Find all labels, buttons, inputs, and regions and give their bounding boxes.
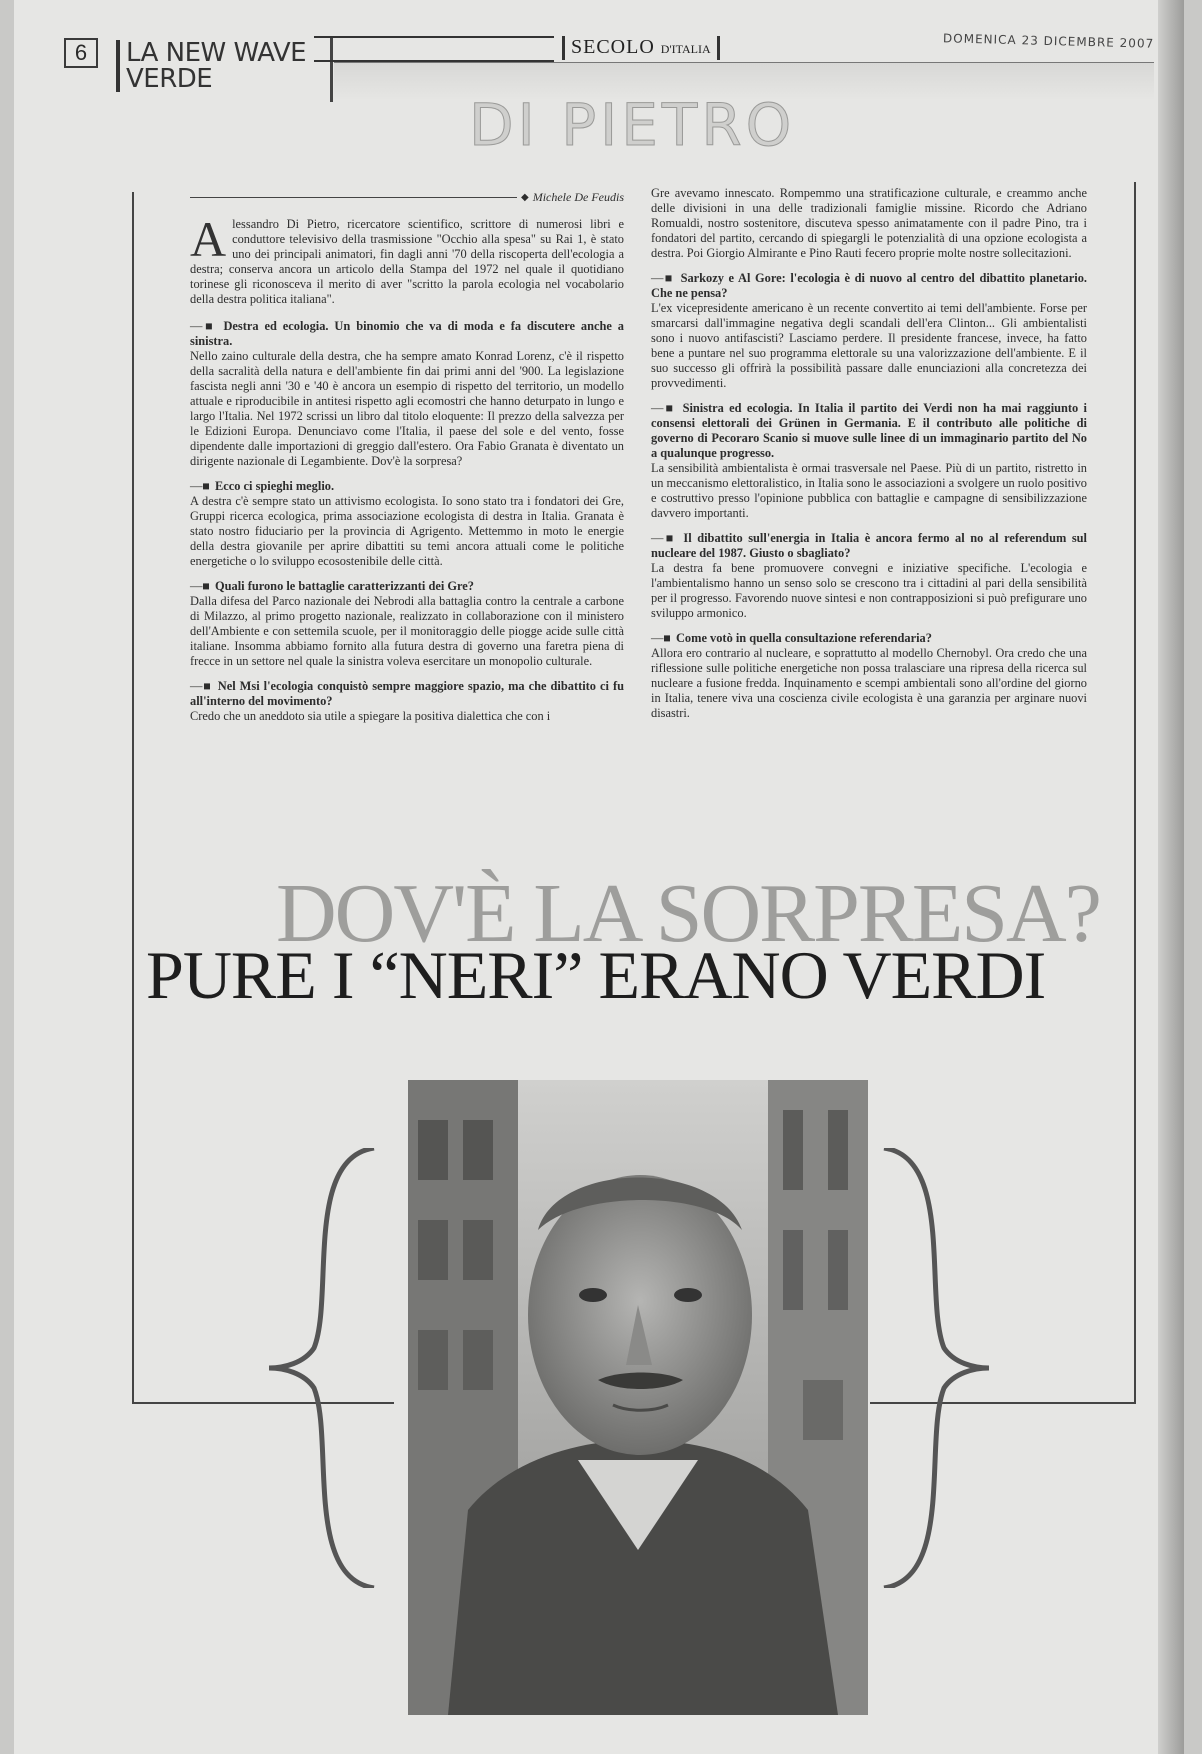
question-text: Nel Msi l'ecologia conquistò sempre maggiore spazio, ma che dibattito ci fu all'interno del movimento? — [190, 679, 624, 708]
question-marker-icon: —■ — [651, 631, 674, 645]
qa-list-right — [651, 271, 1087, 721]
question-text: Ecco ci spieghi meglio. — [214, 479, 335, 493]
question-marker-icon: —■ — [651, 401, 681, 415]
interview-question — [190, 479, 624, 494]
masthead-small: D'ITALIA — [660, 42, 711, 56]
lede-text: lessandro Di Pietro, ricercatore scientifico, scrittore di numerosi libri e conduttore televisivo della trasmissione "Occhio alla spesa" su Rai 1, è stato uno dei principali animatori, fin dagli anni '70 della riscoperta dell'ecologia a destra; conserva ancora un articolo della Stampa del 1972 nel quale il quotidiano torinese gli riconosceva il merito di aver "scritto la parola ecologia nel vocabolario della destra politica italiana". — [190, 217, 624, 306]
headline-main: PURE I “NERI” ERANO VERDI — [146, 937, 1046, 1013]
frame-rule-left — [132, 192, 134, 1404]
page-spine — [1158, 0, 1184, 1754]
byline-rule — [190, 197, 517, 198]
interview-answer: La destra fa bene promuovere convegni e iniziative specifiche. L'ecologia e l'ambientalismo hanno un senso solo se crescono tra i cittadini al pari della sensibilità per il progresso. Favorendo nuove sintesi e non contrapposizioni si può prefigurare uno sviluppo armonico. — [651, 561, 1087, 620]
interview-answer: A destra c'è sempre stato un attivismo ecologista. Io sono stato tra i fondatori dei Gre, Gruppi ricerca ecologica, prima associazione ecologista di destra in Italia. Granata è stato nostro fiduciario per la provincia di Agrigento. Mettemmo in moto le energie della destra giovanile per aprire dibattiti su temi ancora attuali come le politiche energetiche o lo sviluppo ecosostenibile delle città. — [190, 494, 624, 568]
portrait-photo — [408, 1080, 868, 1715]
page-number: 6 — [64, 38, 98, 68]
left-brace-icon — [264, 1148, 394, 1588]
diamond-icon: ◆ — [521, 192, 529, 203]
question-text: Il dibattito sull'energia in Italia è ancora fermo al no al referendum sul nucleare del 1987. Giusto o sbagliato? — [651, 531, 1088, 560]
interview-answer: Nello zaino culturale della destra, che ha sempre amato Konrad Lorenz, c'è il rispetto della sacralità della natura e dell'ambiente fin dai primi anni del '900. La legislazione fascista negli anni '30 e '40 è ancora un esempio di rispetto del territorio, un modello attuale e riproducibile in antitesi rispetto agli ecomostri che hanno deturpato in lungo e largo l'Italia. Nel 1972 scrissi un libro dal titolo eloquente: Il prezzo della salvezza per le Edizioni Europa. Denunciavo come l'Italia, il paese del sole e del vento, fosse dipendente dalle importazioni di greggio dall'estero. Ora Fabio Granata è diventato un dirigente nazionale di Legambiente. Dov'è la sorpresa? — [190, 349, 624, 468]
article-column-left — [190, 190, 624, 724]
kicker-name: DI PIETRO — [469, 91, 796, 159]
article-column-right — [651, 186, 1087, 721]
headline-kicker: DOV'È LA SORPRESA? — [276, 867, 1100, 960]
question-marker-icon: —■ — [651, 531, 682, 545]
section-title-line2: VERDE — [126, 64, 213, 94]
article-lede — [190, 211, 624, 307]
interview-question — [651, 271, 1087, 301]
interview-answer: Dalla difesa del Parco nazionale dei Nebrodi alla battaglia contro la centrale a carbone di Milazzo, al primo progetto nazionale, realizzato in collaborazione con il ministero dell'Ambiente e con settemila scuole, per il monitoraggio delle piogge acide sulle città italiane. Insomma abbiamo fornito alla futura destra di governo una faretra piena di frecce in un settore nel quale la sinistra voleva esercitare un monopolio culturale. — [190, 594, 624, 668]
header-rule-box — [314, 36, 554, 62]
section-title — [116, 40, 306, 92]
interview-question — [651, 401, 1087, 461]
question-marker-icon: —■ — [190, 679, 216, 693]
interview-question — [651, 531, 1087, 561]
interview-question — [190, 319, 624, 349]
interview-question — [190, 679, 624, 709]
interview-question — [651, 631, 1087, 646]
issue-date: DOMENICA 23 DICEMBRE 2007 — [942, 31, 1155, 51]
section-title-line1: LA NEW WAVE — [126, 38, 307, 68]
question-marker-icon: —■ — [190, 319, 222, 333]
question-text: Come votò in quella consultazione referendaria? — [675, 631, 932, 645]
byline: Michele De Feudis — [532, 190, 624, 204]
drop-cap: A — [190, 211, 227, 267]
question-marker-icon: —■ — [190, 579, 213, 593]
interview-answer: L'ex vicepresidente americano è un recente convertito ai temi dell'ambiente. Forse per smarcarsi dall'immagine negativa degli scandali dell'era Clinton... Gli ambientalisti sono i nuovo antifascisti? Lasciamo perdere. Il presidente francese, invece, ha fatto bene a puntare nel suo programma elettorale su una valorizzazione dell'ambiente. E il suo successo gli offrirà la possibilità passare dalle enunciazioni alla concretezza dei provvedimenti. — [651, 301, 1087, 390]
interview-answer: Allora ero contrario al nucleare, e soprattutto al modello Chernobyl. Ora credo che una riflessione sulle politiche energetiche non possa tralasciare una ripresa della ricerca sul nucleare a fusione fredda. Inquinamento e scempi ambientali sono all'ordine del giorno in Italia, tenere viva una coscienza civile ecologista è una garanzia per arginare nuovi disastri. — [651, 646, 1087, 720]
continued-answer: Gre avevamo innescato. Rompemmo una stratificazione culturale, e creammo anche delle divisioni in una delle tradizionali famiglie missine. Ricordo che Adriano Romualdi, nostro sostenitore, discuteva spesso animatamente con il padre Pino, tra i fondatori del partito, cercando di spiegargli le potenzialità di una opzione ecologista a destra. Poi Giorgio Almirante e Pino Rauti fecero proprie molte nostre sollecitazioni. — [651, 186, 1087, 260]
question-text: Destra ed ecologia. Un binomio che va di moda e fa discutere anche a sinistra. — [190, 319, 624, 348]
question-text: Sinistra ed ecologia. In Italia il partito dei Verdi non ha mai raggiunto i consensi elettorali dei Grünen in Germania. E il contributo alle politiche di governo di Pecoraro Scanio si muove sulle linee di un immaginario partito del No a qualunque progresso. — [651, 401, 1087, 460]
newspaper-page — [14, 0, 1184, 1754]
qa-list-left — [190, 319, 624, 724]
frame-rule-right — [1134, 182, 1136, 1404]
interview-answer: Credo che un aneddoto sia utile a spiegare la positiva dialettica che con i — [190, 709, 551, 723]
question-marker-icon: —■ — [190, 479, 213, 493]
question-text: Quali furono le battaglie caratterizzanti dei Gre? — [214, 579, 474, 593]
right-brace-icon — [864, 1148, 994, 1588]
masthead — [562, 36, 720, 60]
question-text: Sarkozy e Al Gore: l'ecologia è di nuovo al centro del dibattito planetario. Che ne pensa? — [651, 271, 1087, 300]
masthead-main: SECOLO — [571, 36, 655, 58]
byline-row — [190, 190, 624, 205]
interview-question — [190, 579, 624, 594]
interview-answer: La sensibilità ambientalista è ormai trasversale nel Paese. Più di un partito, ristretto in un meccanismo elettoralistico, in Italia sono le associazioni a svolgere un ruolo positivo e costruttivo presso l'opinione pubblica con battaglie e campagne di sensibilizzazione davvero importanti. — [651, 461, 1087, 520]
question-marker-icon: —■ — [651, 271, 679, 285]
